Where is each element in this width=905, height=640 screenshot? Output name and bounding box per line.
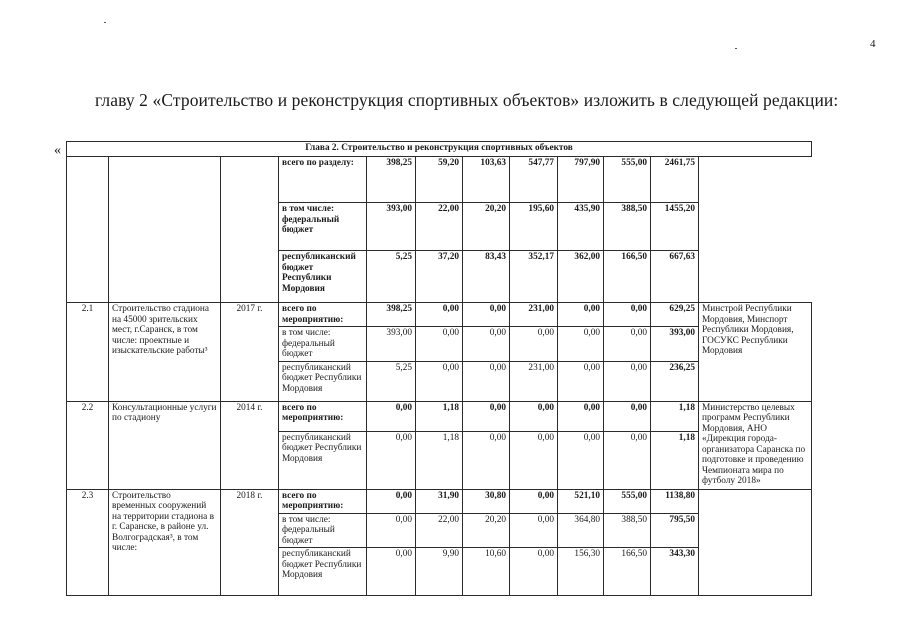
row-value: 20,20 — [463, 513, 510, 548]
row-label: в том числе: федеральный бюджет — [279, 327, 367, 362]
item-number: 2.1 — [67, 303, 109, 402]
row-label: республиканский бюджет Республики Мордовия — [279, 431, 367, 489]
item-year: 2014 г. — [221, 401, 279, 489]
summary-name-cell — [109, 157, 221, 303]
row-label: всего по разделу: — [279, 157, 367, 203]
summary-executor-cell — [699, 157, 812, 203]
item-year: 2018 г. — [221, 489, 279, 596]
row-total: 1,18 — [651, 431, 699, 489]
row-total: 236,25 — [651, 361, 699, 401]
row-value: 0,00 — [558, 431, 604, 489]
item-number: 2.2 — [67, 401, 109, 489]
row-value: 83,43 — [463, 251, 510, 303]
row-value: 1,18 — [416, 431, 463, 489]
row-value: 0,00 — [510, 548, 558, 596]
row-value: 1,18 — [416, 401, 463, 431]
row-value: 0,00 — [604, 303, 651, 327]
row-value: 0,00 — [510, 489, 558, 513]
summary-executor-cell — [699, 203, 812, 251]
row-value: 0,00 — [558, 401, 604, 431]
page-number: 4 — [870, 38, 876, 50]
row-value: 22,00 — [416, 203, 463, 251]
row-value: 547,77 — [510, 157, 558, 203]
row-value: 0,00 — [510, 431, 558, 489]
row-total: 343,30 — [651, 548, 699, 596]
row-value: 0,00 — [367, 431, 416, 489]
row-label: всего по мероприятию: — [279, 489, 367, 513]
row-value: 20,20 — [463, 203, 510, 251]
row-value: 0,00 — [463, 361, 510, 401]
row-value: 0,00 — [604, 431, 651, 489]
item-name: Консультационные услуги по стадиону — [109, 401, 221, 489]
row-label: республиканский бюджет Республики Мордовия — [279, 548, 367, 596]
row-value: 0,00 — [604, 327, 651, 362]
row-label: всего по мероприятию: — [279, 401, 367, 431]
row-value: 0,00 — [416, 361, 463, 401]
row-label: в том числе: федеральный бюджет — [279, 203, 367, 251]
row-value: 364,80 — [558, 513, 604, 548]
row-value: 0,00 — [367, 401, 416, 431]
row-label: всего по мероприятию: — [279, 303, 367, 327]
row-value: 352,17 — [510, 251, 558, 303]
row-value: 0,00 — [367, 548, 416, 596]
row-value: 0,00 — [558, 327, 604, 362]
row-total: 1138,80 — [651, 489, 699, 513]
row-value: 0,00 — [510, 327, 558, 362]
item-name: Строительство временных сооружений на территории стадиона в г. Саранске, в районе ул. Волгоградская³, в том числе: — [109, 489, 221, 596]
row-value: 0,00 — [463, 303, 510, 327]
intro-text: главу 2 «Строительство и реконструкция спортивных объектов» изложить в следующей редакции: — [95, 90, 839, 110]
item-executor — [699, 489, 812, 596]
scan-speck — [104, 22, 106, 23]
item-year: 2017 г. — [221, 303, 279, 402]
row-value: 9,90 — [416, 548, 463, 596]
summary-row — [67, 157, 812, 203]
row-value: 0,00 — [604, 361, 651, 401]
program-table — [66, 141, 812, 596]
summary-year-cell — [221, 157, 279, 303]
row-value: 5,25 — [367, 251, 416, 303]
row-value: 30,80 — [463, 489, 510, 513]
row-value: 0,00 — [510, 513, 558, 548]
row-total: 2461,75 — [651, 157, 699, 203]
row-value: 59,20 — [416, 157, 463, 203]
row-label: республиканский бюджет Республики Мордовия — [279, 361, 367, 401]
row-value: 0,00 — [510, 401, 558, 431]
row-value: 393,00 — [367, 327, 416, 362]
row-value: 0,00 — [463, 327, 510, 362]
summary-executor-cell — [699, 251, 812, 303]
row-value: 362,00 — [558, 251, 604, 303]
row-value: 22,00 — [416, 513, 463, 548]
row-value: 166,50 — [604, 548, 651, 596]
item-executor: Министерство целевых программ Республики Мордовия, АНО «Дирекция города-организатора Саранска по подготовке и проведению Чемпионата мира по футболу 2018» — [699, 401, 812, 489]
row-total: 1,18 — [651, 401, 699, 431]
row-value: 166,50 — [604, 251, 651, 303]
summary-num-cell — [67, 157, 109, 303]
row-total: 667,63 — [651, 251, 699, 303]
row-value: 103,63 — [463, 157, 510, 203]
row-value: 0,00 — [604, 401, 651, 431]
item-executor: Минстрой Республики Мордовия, Минспорт Республики Мордовия, ГОСУКС Республики Мордовия — [699, 303, 812, 402]
row-value: 398,25 — [367, 157, 416, 203]
row-value: 0,00 — [558, 303, 604, 327]
row-value: 195,60 — [510, 203, 558, 251]
row-value: 231,00 — [510, 361, 558, 401]
row-total: 1455,20 — [651, 203, 699, 251]
item-number: 2.3 — [67, 489, 109, 596]
row-value: 398,25 — [367, 303, 416, 327]
row-value: 31,90 — [416, 489, 463, 513]
item-row — [67, 401, 812, 431]
item-row — [67, 489, 812, 513]
row-value: 555,00 — [604, 489, 651, 513]
row-value: 388,50 — [604, 203, 651, 251]
scan-speck — [735, 48, 737, 49]
row-value: 0,00 — [367, 489, 416, 513]
row-value: 0,00 — [367, 513, 416, 548]
item-row — [67, 303, 812, 327]
row-value: 0,00 — [463, 401, 510, 431]
item-name: Строительство стадиона на 45000 зрительских мест, г.Саранск, в том числе: проектные и изыскательские работы³ — [109, 303, 221, 402]
row-value: 0,00 — [416, 303, 463, 327]
chapter-title: Глава 2. Строительство и реконструкция спортивных объектов — [67, 142, 812, 157]
row-value: 37,20 — [416, 251, 463, 303]
row-value: 231,00 — [510, 303, 558, 327]
row-value: 0,00 — [463, 431, 510, 489]
row-value: 521,10 — [558, 489, 604, 513]
row-value: 435,90 — [558, 203, 604, 251]
row-value: 797,90 — [558, 157, 604, 203]
row-label: в том числе: федеральный бюджет — [279, 513, 367, 548]
open-quote: « — [54, 143, 61, 158]
row-value: 0,00 — [416, 327, 463, 362]
row-total: 629,25 — [651, 303, 699, 327]
row-value: 0,00 — [558, 361, 604, 401]
row-total: 393,00 — [651, 327, 699, 362]
row-value: 156,30 — [558, 548, 604, 596]
row-value: 5,25 — [367, 361, 416, 401]
row-label: республиканский бюджет Республики Мордовия — [279, 251, 367, 303]
row-value: 555,00 — [604, 157, 651, 203]
row-value: 393,00 — [367, 203, 416, 251]
row-total: 795,50 — [651, 513, 699, 548]
row-value: 10,60 — [463, 548, 510, 596]
row-value: 388,50 — [604, 513, 651, 548]
